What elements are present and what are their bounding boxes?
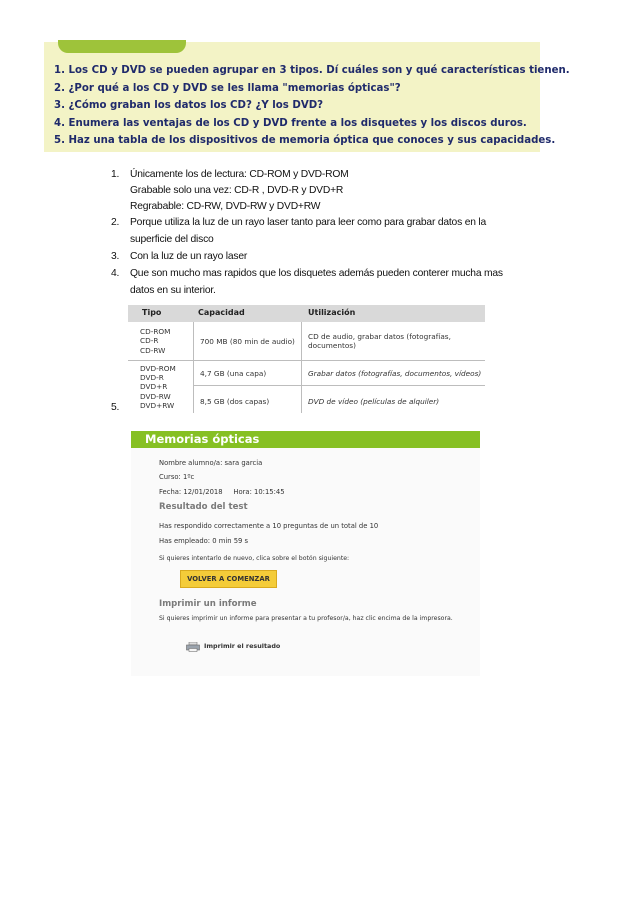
answer-2-line-2: superficie del disco [130,234,214,245]
retry-hint: Si quieres intentarlo de nuevo, clica sobre el botón siguiente: [159,555,350,562]
table-cell-type [140,327,170,355]
table-type-cd-r: CD-R [140,336,159,346]
table-header-type: Tipo [142,308,162,317]
answer-number-2: 2. [111,217,120,228]
test-title: Memorias ópticas [145,432,260,446]
table-usage-line: documentos) [308,341,356,351]
activity-item-4: 4. Enumera las ventajas de los CD y DVD frente a los disquetes y los discos duros. [54,117,527,129]
table-type-cd-rw: CD-RW [140,345,166,355]
activities-list [54,62,570,150]
table-divider [301,322,302,413]
answer-number-5: 5. [111,402,120,413]
table-cell-type [140,364,176,410]
table-header-usage: Utilización [308,308,356,317]
table-type-dvd-plus-rw: DVD+RW [140,400,175,410]
table-usage-line: CD de audio, grabar datos (fotografías, [308,332,451,341]
table-cell-usage [308,332,451,351]
activity-item-2: 2. ¿Por qué a los CD y DVD se les llama "memorias ópticas"? [54,82,401,94]
table-divider [193,322,194,413]
table-cell-capacity: 700 MB (80 min de audio) [200,337,295,346]
answer-1-line-1: Únicamente los de lectura: CD-ROM y DVD-ROM [130,169,349,180]
table-divider [128,360,485,361]
activities-box [44,42,570,152]
table-type-dvd-plus-r: DVD+R [140,382,168,392]
printer-icon[interactable] [186,642,200,652]
answer-4-line-2: datos en su interior. [130,285,216,296]
table-type-dvd-rom: DVD-ROM [140,364,176,373]
activities-tab [58,40,186,53]
student-name: Nombre alumno/a: sara garcia [159,459,263,467]
activity-item-1: 1. Los CD y DVD se pueden agrupar en 3 tipos. Dí cuáles son y qué características tienen. [54,65,570,76]
table-type-dvd-r: DVD-R [140,373,164,383]
test-result-panel [131,431,480,676]
result-heading: Resultado del test [159,502,248,512]
print-result-link[interactable]: Imprimir el resultado [204,642,281,650]
correct-answers-text: Has respondido correctamente a 10 preguntas de un total de 10 [159,522,379,530]
table-divider [193,385,485,386]
table-type-dvd-rw: DVD-RW [140,391,171,401]
table-header [128,305,485,322]
test-title-bar [131,431,480,448]
answer-4-line-1: Que son mucho mas rapidos que los disquetes además pueden conterer mucha mas [130,268,503,279]
student-course: Curso: 1ºc [159,473,195,481]
answer-number-4: 4. [111,268,120,279]
answer-3-line-1: Con la luz de un rayo laser [130,251,248,262]
table-type-cd-rom: CD-ROM [140,327,171,336]
table-cell-usage: DVD de vídeo (películas de alquiler) [308,397,440,406]
optical-memory-table [128,305,485,413]
answer-1-line-2: Grabable solo una vez: CD-R , DVD-R y DVD+R [130,185,344,196]
answer-2-line-1: Porque utiliza la luz de un rayo laser tanto para leer como para grabar datos en la [130,217,487,228]
print-hint: Si quieres imprimir un informe para presentar a tu profesor/a, haz clic encima de la impresora. [159,615,453,622]
activity-item-3: 3. ¿Cómo graban los datos los CD? ¿Y los DVD? [54,100,324,112]
table-header-capacity: Capacidad [198,308,245,317]
retry-button[interactable]: VOLVER A COMENZAR [180,570,277,588]
table-cell-capacity: 8,5 GB (dos capas) [200,397,270,406]
time-used-text: Has empleado: 0 min 59 s [159,537,249,545]
activity-item-5: 5. Haz una tabla de los dispositivos de memoria óptica que conoces y sus capacidades. [54,135,556,147]
table-cell-capacity: 4,7 GB (una capa) [200,369,267,378]
print-heading: Imprimir un informe [159,599,257,609]
answer-number-1: 1. [111,169,120,180]
table-cell-usage: Grabar datos (fotografías, documentos, vídeos) [308,369,482,378]
answer-number-3: 3. [111,251,120,262]
test-date-time: Fecha: 12/01/2018 Hora: 10:15:45 [159,488,285,496]
answer-1-line-3: Regrabable: CD-RW, DVD-RW y DVD+RW [130,201,321,212]
